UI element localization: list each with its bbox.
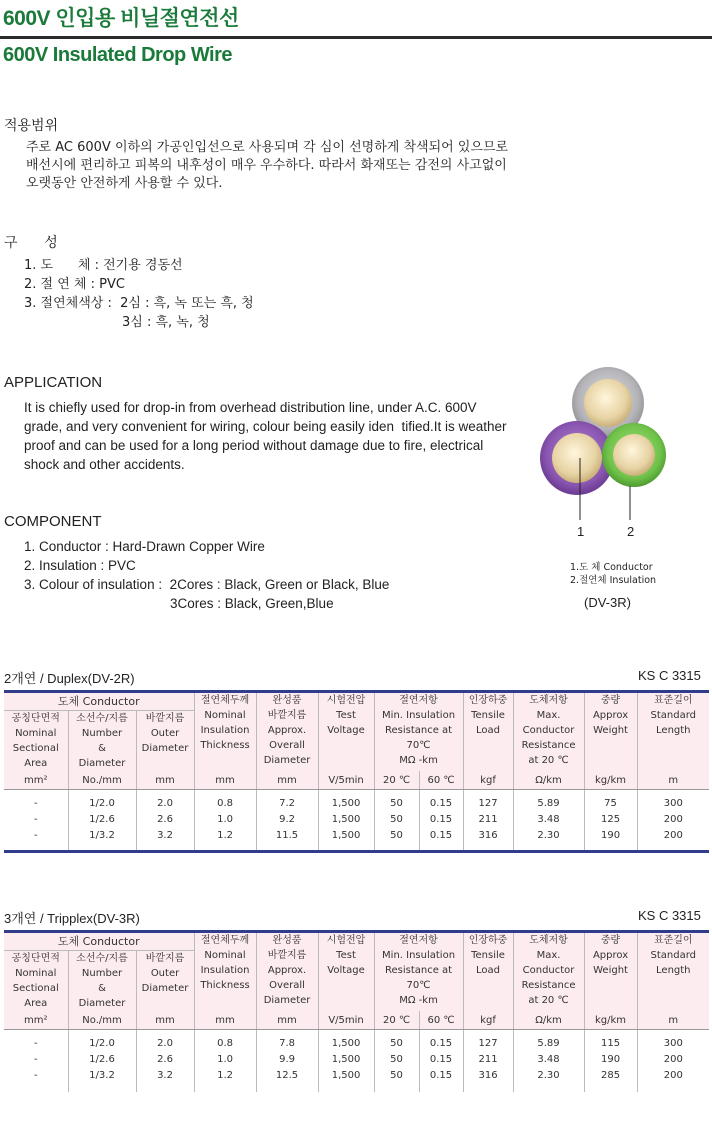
cell-voltage: 1,500: [318, 812, 374, 828]
header-conductor-group: 도체 Conductor: [4, 932, 194, 951]
cell-voltage: 1,500: [318, 1068, 374, 1084]
cell-tensile: 127: [463, 1036, 513, 1052]
cell-outer: 3.2: [136, 1068, 194, 1084]
header-insulation-resistance: [374, 692, 463, 772]
unit-cell: kg/km: [584, 1011, 637, 1030]
header-text: Test: [336, 710, 356, 721]
unit-cell: mm: [136, 771, 194, 790]
header-text: at 20 ℃: [528, 755, 569, 766]
header-text: MΩ -km: [399, 755, 438, 766]
cell-res-20: 50: [374, 1036, 419, 1052]
header-text: 절연저항: [399, 695, 438, 706]
cell-insulation: 1.2: [194, 828, 256, 844]
table-unit-row: [4, 771, 709, 790]
cell-res-20: 50: [374, 1052, 419, 1068]
unit-cell: 60 ℃: [419, 1011, 463, 1030]
cell-outer: 2.6: [136, 1052, 194, 1068]
cell-conductor-res: 2.30: [513, 828, 584, 844]
header-text: Thickness: [200, 740, 250, 751]
unit-cell: V/5min: [318, 1011, 374, 1030]
cell-area: -: [4, 1068, 68, 1084]
header-text: 소선수/지름: [76, 713, 128, 724]
cell-number: 1/3.2: [68, 1068, 136, 1084]
header-text: Resistance at: [384, 725, 453, 736]
unit-cell: 60 ℃: [419, 771, 463, 790]
unit-cell: 20 ℃: [374, 1011, 419, 1030]
cell-res-60: 0.15: [419, 1036, 463, 1052]
cell-weight: 285: [584, 1068, 637, 1084]
cell-res-60: 0.15: [419, 1068, 463, 1084]
header-text: Load: [476, 725, 501, 736]
header-text: Diameter: [263, 755, 311, 766]
cell-res-60: 0.15: [419, 828, 463, 844]
header-text: 표준길이: [653, 935, 693, 946]
table-row: [4, 796, 709, 812]
cell-res-60: 0.15: [419, 1052, 463, 1068]
header-overall-diameter: [256, 692, 318, 772]
header-conductor-group: 도체 Conductor: [4, 692, 194, 711]
header-text: 절연체두께: [200, 935, 250, 946]
header-tensile-load: [463, 932, 513, 1012]
cell-number: 1/2.6: [68, 812, 136, 828]
table-title-duplex: 2개연 / Duplex(DV-2R): [4, 671, 135, 686]
header-text: Standard: [650, 950, 697, 961]
header-text: Insulation: [200, 725, 250, 736]
header-text: Load: [476, 965, 501, 976]
cell-length: 200: [663, 830, 683, 841]
figure-legend-insulation: 2.절연체 Insulation: [570, 575, 657, 586]
header-text: Approx.: [267, 725, 307, 736]
construction-item: 3. 절연체색상 : 2심 : 흑, 녹 또는 흑, 청: [24, 296, 254, 311]
header-text: Diameter: [78, 758, 126, 769]
cell-weight: 125: [584, 812, 637, 828]
header-tensile-load: [463, 692, 513, 772]
header-text: 표준길이: [653, 695, 693, 706]
header-weight: [584, 692, 637, 772]
header-text: &: [98, 743, 106, 754]
unit-cell: m: [637, 1011, 709, 1030]
header-text: 중량: [600, 695, 621, 706]
cell-voltage: 1,500: [318, 796, 374, 812]
cell-number: 1/2.0: [68, 1036, 136, 1052]
scope-line: 오랫동안 안전하게 사용할 수 있다.: [26, 176, 223, 191]
cell-tensile: 316: [463, 1068, 513, 1084]
unit-cell: mm: [194, 1011, 256, 1030]
scope-text: [26, 139, 508, 193]
cell-area: -: [4, 1052, 68, 1068]
header-outer-diameter: [136, 711, 194, 772]
application-line: proof and can be used for a long period without damage due to fire, electrical: [24, 438, 484, 453]
unit-cell: mm²: [4, 1011, 68, 1030]
header-test-voltage: [318, 932, 374, 1012]
header-text: Weight: [593, 965, 628, 976]
unit-cell: mm: [136, 1011, 194, 1030]
header-text: &: [98, 983, 106, 994]
header-text: 바깥지름: [145, 713, 185, 724]
header-sectional-area: [4, 951, 68, 1012]
cable-cross-section-figure: [525, 362, 675, 542]
header-conductor-resistance: [513, 692, 584, 772]
header-text: Overall: [269, 980, 305, 991]
cell-area: -: [4, 812, 68, 828]
header-sectional-area: [4, 711, 68, 772]
header-test-voltage: [318, 692, 374, 772]
construction-item: 2. 절 연 체 : PVC: [24, 277, 125, 292]
cell-length: 200: [663, 814, 683, 825]
header-text: Thickness: [200, 980, 250, 991]
header-text: Sectional: [12, 983, 59, 994]
table-header-row: [4, 932, 709, 951]
header-text: Outer: [150, 968, 180, 979]
header-text: 공칭단면적: [11, 713, 60, 724]
header-text: 인장하중: [468, 935, 508, 946]
figure-caption: (DV-3R): [584, 595, 631, 610]
figure-legend-conductor: 1.도 체 Conductor: [570, 562, 653, 573]
header-text: Resistance at: [384, 965, 453, 976]
header-text: 완성품: [272, 695, 302, 706]
figure-label-1: 1: [577, 524, 585, 539]
cell-res-20: 50: [374, 1068, 419, 1084]
cell-number: 1/3.2: [68, 828, 136, 844]
cell-voltage: 1,500: [318, 828, 374, 844]
unit-cell: Ω/km: [513, 1011, 584, 1030]
table-unit-row: [4, 1011, 709, 1030]
cell-res-20: 50: [374, 796, 419, 812]
header-standard-length: [637, 932, 709, 1012]
cell-conductor-res: 5.89: [513, 1036, 584, 1052]
cell-outer: 3.2: [136, 828, 194, 844]
page-title-english: 600V Insulated Drop Wire: [3, 44, 232, 66]
header-weight: [584, 932, 637, 1012]
header-text: Min. Insulation: [382, 950, 456, 961]
cell-weight: 190: [584, 828, 637, 844]
cell-overall: 9.2: [256, 812, 318, 828]
header-text: 절연저항: [399, 935, 438, 946]
unit-cell: kgf: [463, 771, 513, 790]
header-text: Insulation: [200, 965, 250, 976]
unit-cell: 20 ℃: [374, 771, 419, 790]
table-header-row: [4, 692, 709, 711]
application-text: [24, 398, 507, 474]
header-text: Test: [336, 950, 356, 961]
header-text: Length: [656, 725, 691, 736]
cell-tensile: 316: [463, 828, 513, 844]
component-item: 1. Conductor : Hard-Drawn Copper Wire: [24, 539, 265, 554]
standard-label-duplex: KS C 3315: [638, 668, 701, 683]
header-text: Tensile: [471, 710, 505, 721]
cell-res-60: 0.15: [419, 796, 463, 812]
application-line: shock and other accidents.: [24, 457, 185, 472]
cell-conductor-res: 2.30: [513, 1068, 584, 1084]
header-text: Voltage: [327, 965, 365, 976]
table-spacer: [4, 1084, 709, 1092]
cell-insulation: 1.2: [194, 1068, 256, 1084]
header-text: 절연체두께: [200, 695, 250, 706]
header-text: Sectional: [12, 743, 59, 754]
header-text: Min. Insulation: [382, 710, 456, 721]
cell-conductor-res: 3.48: [513, 1052, 584, 1068]
header-text: Nominal: [204, 950, 246, 961]
header-text: Nominal: [15, 968, 57, 979]
figure-label-2: 2: [627, 524, 635, 539]
cell-tensile: 127: [463, 796, 513, 812]
construction-list: [24, 256, 254, 332]
construction-heading: 구 성: [4, 235, 58, 251]
cell-overall: 12.5: [256, 1068, 318, 1084]
header-text: Approx: [592, 710, 629, 721]
header-text: Resistance: [521, 740, 576, 751]
title-divider: [0, 36, 712, 39]
cell-length: 200: [663, 1070, 683, 1081]
header-text: Nominal: [15, 728, 57, 739]
component-list: [24, 537, 389, 613]
unit-cell: mm: [256, 1011, 318, 1030]
header-text: Tensile: [471, 950, 505, 961]
header-text: 완성품: [272, 935, 302, 946]
header-text: 바깥지름: [145, 953, 185, 964]
cell-voltage: 1,500: [318, 1036, 374, 1052]
unit-cell: mm: [194, 771, 256, 790]
header-text: Max.: [536, 710, 561, 721]
header-text: 공칭단면적: [11, 953, 60, 964]
table-row: [4, 1052, 709, 1068]
cell-outer: 2.6: [136, 812, 194, 828]
unit-cell: Ω/km: [513, 771, 584, 790]
cell-area: -: [4, 828, 68, 844]
cell-tensile: 211: [463, 1052, 513, 1068]
cell-res-20: 50: [374, 828, 419, 844]
cell-weight: 190: [584, 1052, 637, 1068]
standard-label-tripplex: KS C 3315: [638, 908, 701, 923]
cell-weight: 115: [584, 1036, 637, 1052]
header-text: 시험전압: [326, 695, 366, 706]
spec-table-tripplex: [4, 930, 709, 1092]
cell-res-20: 50: [374, 812, 419, 828]
header-text: Length: [656, 965, 691, 976]
cell-conductor-res: 5.89: [513, 796, 584, 812]
cell-voltage: 1,500: [318, 1052, 374, 1068]
header-text: Weight: [593, 725, 628, 736]
header-text: Approx.: [267, 965, 307, 976]
page-title-korean: 600V 인입용 비닐절연전선: [3, 7, 239, 30]
component-item: 3. Colour of insulation : 2Cores : Black, Green or Black, Blue: [24, 577, 390, 592]
cell-overall: 11.5: [256, 828, 318, 844]
cell-outer: 2.0: [136, 1036, 194, 1052]
table-row: [4, 1036, 709, 1052]
header-number-diameter: [68, 951, 136, 1012]
cell-insulation: 1.0: [194, 1052, 256, 1068]
cell-insulation: 0.8: [194, 1036, 256, 1052]
unit-cell: V/5min: [318, 771, 374, 790]
component-item: 3Cores : Black, Green,Blue: [170, 596, 334, 611]
header-text: Area: [24, 998, 48, 1009]
header-text: 중량: [600, 935, 621, 946]
header-insulation-thickness: [194, 692, 256, 772]
header-text: 바깥지름: [267, 710, 307, 721]
header-text: 도체저항: [529, 935, 568, 946]
construction-item: 3심 : 흑, 녹, 청: [122, 315, 210, 330]
cell-insulation: 1.0: [194, 812, 256, 828]
application-line: grade, and very convenient for wiring, colour being easily iden tified.It is weather: [24, 419, 507, 434]
table-title-tripplex: 3개연 / Tripplex(DV-3R): [4, 911, 140, 926]
component-heading: COMPONENT: [4, 513, 102, 530]
application-line: It is chiefly used for drop-in from overhead distribution line, under A.C. 600V: [24, 400, 477, 415]
table-row: [4, 1068, 709, 1084]
cell-length: 300: [663, 798, 683, 809]
header-text: Diameter: [78, 998, 126, 1009]
cell-length: 200: [663, 1054, 683, 1065]
unit-cell: kg/km: [584, 771, 637, 790]
header-text: Area: [24, 758, 48, 769]
unit-cell: No./mm: [68, 1011, 136, 1030]
header-overall-diameter: [256, 932, 318, 1012]
header-text: Number: [81, 728, 123, 739]
header-text: 70℃: [406, 980, 431, 991]
header-text: Diameter: [141, 983, 189, 994]
header-text: Conductor: [522, 965, 575, 976]
header-conductor-resistance: [513, 932, 584, 1012]
cell-length: 300: [663, 1038, 683, 1049]
header-text: MΩ -km: [399, 995, 438, 1006]
header-text: 소선수/지름: [76, 953, 128, 964]
cell-weight: 75: [584, 796, 637, 812]
header-text: Conductor: [522, 725, 575, 736]
spec-table-duplex: [4, 690, 709, 853]
unit-cell: m: [637, 771, 709, 790]
unit-cell: kgf: [463, 1011, 513, 1030]
header-text: 인장하중: [468, 695, 508, 706]
cell-overall: 7.8: [256, 1036, 318, 1052]
header-text: at 20 ℃: [528, 995, 569, 1006]
cell-res-60: 0.15: [419, 812, 463, 828]
header-text: 시험전압: [326, 935, 366, 946]
header-insulation-thickness: [194, 932, 256, 1012]
header-text: Voltage: [327, 725, 365, 736]
header-outer-diameter: [136, 951, 194, 1012]
header-text: Nominal: [204, 710, 246, 721]
header-standard-length: [637, 692, 709, 772]
cell-overall: 7.2: [256, 796, 318, 812]
header-text: Resistance: [521, 980, 576, 991]
cell-tensile: 211: [463, 812, 513, 828]
application-heading: APPLICATION: [4, 374, 103, 391]
header-text: Max.: [536, 950, 561, 961]
unit-cell: mm²: [4, 771, 68, 790]
table-row: [4, 812, 709, 828]
cell-outer: 2.0: [136, 796, 194, 812]
header-text: Number: [81, 968, 123, 979]
component-item: 2. Insulation : PVC: [24, 558, 136, 573]
header-text: 바깥지름: [267, 950, 307, 961]
header-text: Approx: [592, 950, 629, 961]
table-row: [4, 828, 709, 844]
cell-number: 1/2.6: [68, 1052, 136, 1068]
header-text: Diameter: [263, 995, 311, 1006]
unit-cell: mm: [256, 771, 318, 790]
header-text: Diameter: [141, 743, 189, 754]
scope-heading: 적용범위: [4, 118, 59, 134]
construction-item: 1. 도 체 : 전기용 경동선: [24, 258, 183, 273]
table-spacer: [4, 844, 709, 852]
header-text: 도체저항: [529, 695, 568, 706]
cell-insulation: 0.8: [194, 796, 256, 812]
scope-line: 배선시에 편리하고 피복의 내후성이 매우 우수하다. 따라서 화재또는 감전의 사고없이: [26, 158, 507, 173]
header-text: 70℃: [406, 740, 431, 751]
unit-cell: No./mm: [68, 771, 136, 790]
cell-overall: 9.9: [256, 1052, 318, 1068]
header-number-diameter: [68, 711, 136, 772]
header-text: Standard: [650, 710, 697, 721]
cell-number: 1/2.0: [68, 796, 136, 812]
header-text: Outer: [150, 728, 180, 739]
header-insulation-resistance: [374, 932, 463, 1012]
insulated-core-right: [602, 423, 666, 487]
scope-line: 주로 AC 600V 이하의 가공인입선으로 사용되며 각 심이 선명하게 착색되어 있으므로: [26, 140, 509, 155]
cell-conductor-res: 3.48: [513, 812, 584, 828]
cell-area: -: [4, 1036, 68, 1052]
header-text: Overall: [269, 740, 305, 751]
cell-area: -: [4, 796, 68, 812]
